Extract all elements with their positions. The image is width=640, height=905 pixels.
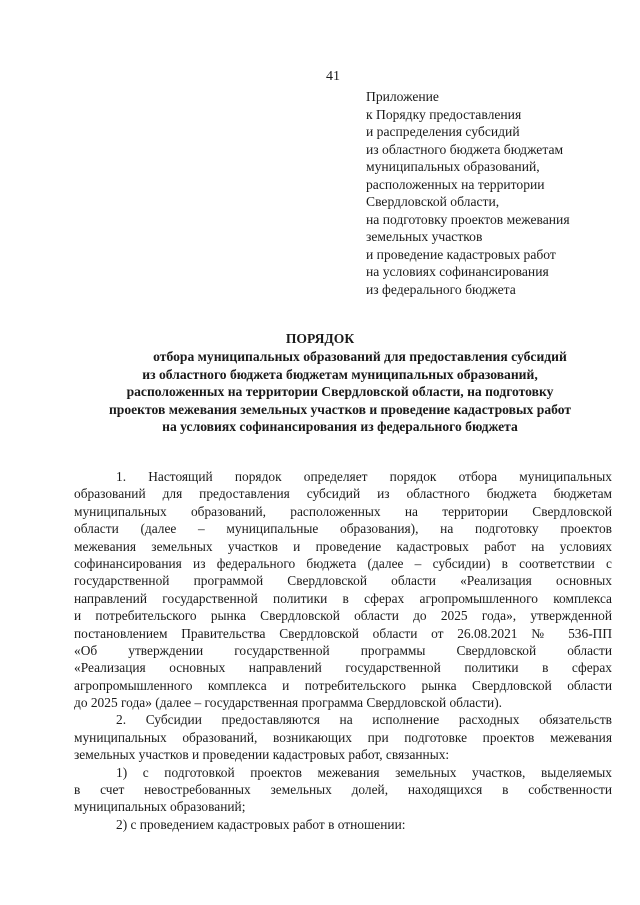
- paragraph-line: в счет невостребованных земельных долей, находящихся в собственности: [74, 782, 612, 798]
- paragraph-line: государственной программой Свердловской области «Реализация основных: [74, 573, 612, 589]
- appendix-line: на условиях софинансирования: [366, 264, 549, 279]
- appendix-line: Приложение: [366, 89, 439, 104]
- subtitle-line: из областного бюджета бюджетам муниципальных образований,: [142, 366, 538, 382]
- paragraph-line: до 2025 года» (далее – государственная программа Свердловской области).: [74, 695, 503, 711]
- paragraph-3: [74, 764, 612, 816]
- paragraph-line: области (далее – муниципальные образования), на подготовку проектов: [74, 521, 612, 537]
- appendix-line: из федерального бюджета: [366, 281, 516, 297]
- paragraph-line: «Об утверждении государственной программы Свердловской области: [74, 642, 612, 658]
- appendix-line: земельных участков: [366, 229, 483, 244]
- paragraph-line: «Реализация основных направлений государственной политики в сферах: [74, 660, 612, 676]
- document-body: [74, 468, 612, 833]
- subtitle-line: на условиях софинансирования из федерального бюджета: [162, 419, 518, 434]
- appendix-line: на подготовку проектов межевания: [366, 211, 570, 227]
- appendix-line: из областного бюджета бюджетам: [366, 141, 564, 157]
- document-title: ПОРЯДОК: [285, 331, 355, 346]
- paragraph-line: агропромышленного комплекса и потребительского рынка Свердловской области: [74, 677, 612, 693]
- appendix-line: и проведение кадастровых работ: [366, 246, 556, 262]
- paragraph-line: направлений государственной политики в сферах агропромышленного комплекса: [74, 590, 612, 606]
- subtitle-line: отбора муниципальных образований для предоставления субсидий: [153, 349, 567, 364]
- paragraph-4: [74, 816, 612, 833]
- paragraph-line: муниципальных образований, расположенных на территории Свердловской: [74, 503, 612, 519]
- paragraph-line: межевания земельных участков и проведение кадастровых работ на условиях: [74, 538, 612, 554]
- paragraph-line: 2. Субсидии предоставляются на исполнение расходных обязательств: [116, 712, 612, 728]
- appendix-block: [366, 88, 626, 298]
- paragraph-line: земельных участков и проведении кадастровых работ, связанных:: [74, 747, 450, 763]
- page-number: 41: [326, 69, 340, 84]
- paragraph-line: и потребительского рынка Свердловской области до 2025 года», утвержденной: [74, 608, 612, 624]
- paragraph-line: 2) с проведением кадастровых работ в отношении:: [116, 816, 406, 832]
- appendix-line: к Порядку предоставления: [366, 106, 522, 122]
- appendix-line: муниципальных образований,: [366, 159, 540, 174]
- subtitle-line: расположенных на территории Свердловской области, на подготовку: [126, 384, 554, 399]
- paragraph-line: муниципальных образований, возникающих при подготовке проектов межевания: [74, 729, 612, 745]
- paragraph-line: образований для предоставления субсидий из областного бюджета бюджетам: [74, 486, 612, 502]
- document-subtitle: [70, 348, 610, 436]
- paragraph-line: 1. Настоящий порядок определяет порядок отбора муниципальных: [116, 469, 612, 484]
- paragraph-line: постановлением Правительства Свердловской области от 26.08.2021 № 536-ПП: [74, 625, 612, 641]
- appendix-line: Свердловской области,: [366, 194, 500, 209]
- paragraph-line: муниципальных образований;: [74, 799, 246, 815]
- paragraph-1: [74, 468, 612, 711]
- subtitle-line: проектов межевания земельных участков и проведение кадастровых работ: [108, 401, 572, 417]
- appendix-line: и распределения субсидий: [366, 124, 520, 139]
- appendix-line: расположенных на территории: [366, 176, 545, 192]
- paragraph-2: [74, 711, 612, 763]
- paragraph-line: софинансирования из федерального бюджета (далее – субсидии) в соответствии с: [74, 555, 612, 571]
- paragraph-line: 1) с подготовкой проектов межевания земельных участков, выделяемых: [116, 764, 612, 780]
